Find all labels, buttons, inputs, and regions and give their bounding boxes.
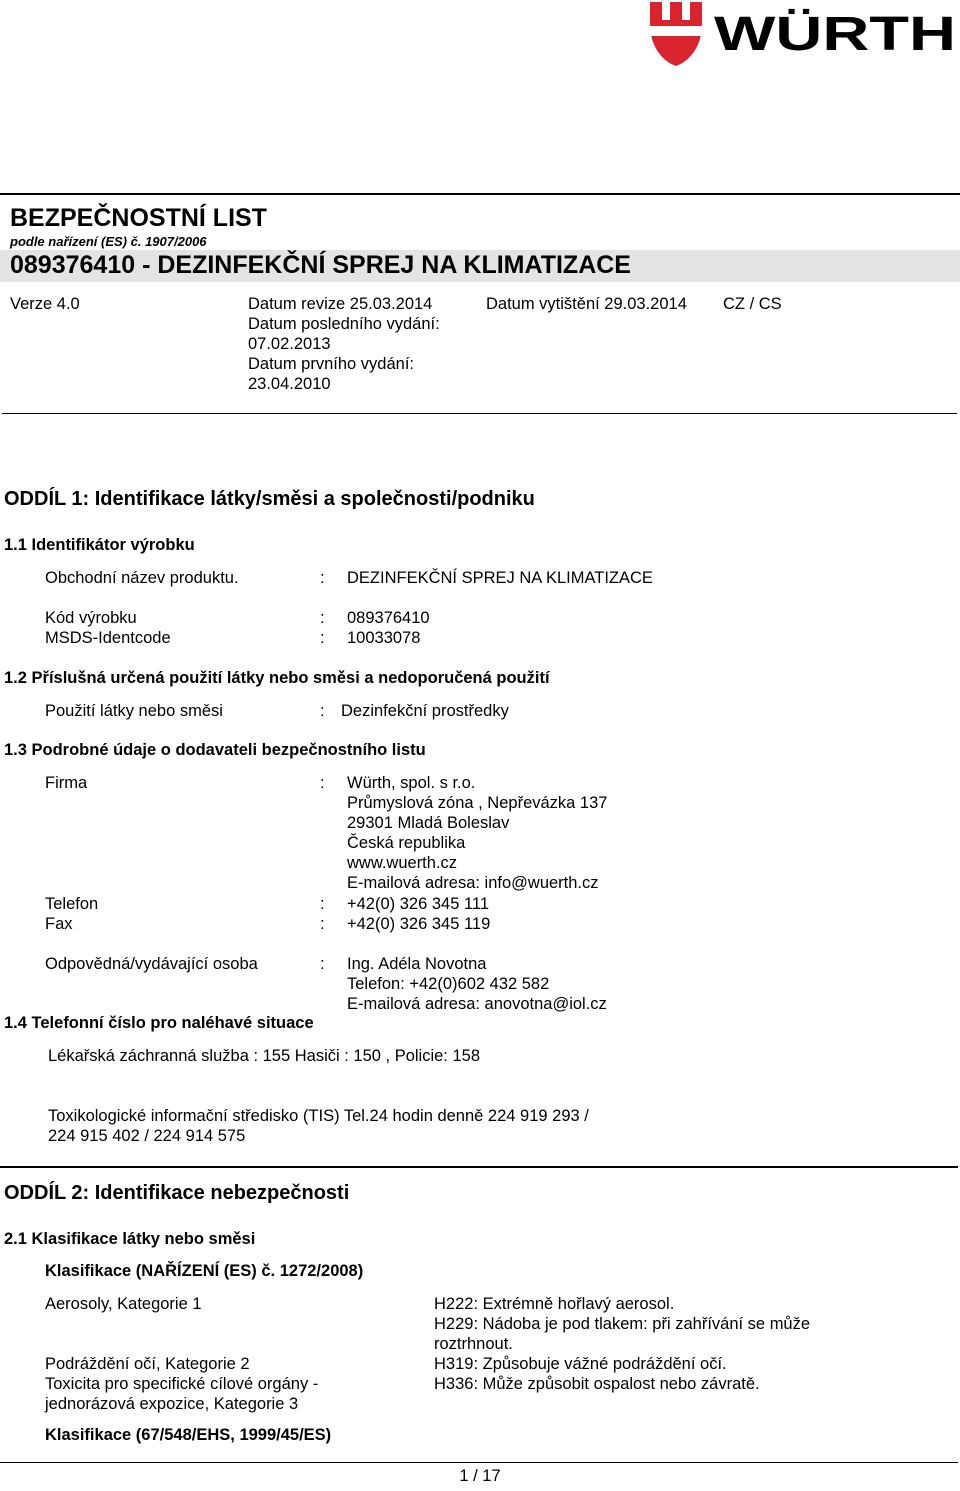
colon: : (320, 774, 325, 792)
document-title: BEZPEČNOSTNÍ LIST (10, 204, 267, 232)
hazard-statement: roztrhnout. (434, 1335, 513, 1353)
colon: : (320, 895, 325, 913)
company-label: Firma (45, 774, 88, 792)
fax-value: +42(0) 326 345 119 (347, 915, 491, 933)
subsection-1-3-heading: 1.3 Podrobné údaje o dodavateli bezpečnostního listu (4, 741, 426, 759)
responsible-line: Ing. Adéla Novotna (347, 955, 487, 973)
section-1-heading: ODDÍL 1: Identifikace látky/směsi a společnosti/podniku (4, 488, 535, 510)
page-number: 1 / 17 (459, 1467, 501, 1485)
company-line: Průmyslová zóna , Nepřevázka 137 (347, 794, 608, 812)
product-code-label: Kód výrobku (45, 609, 137, 627)
classification-item: Aerosoly, Kategorie 1 (45, 1295, 202, 1313)
use-label: Použití látky nebo směsi (45, 702, 223, 720)
colon: : (320, 915, 325, 933)
company-email[interactable]: E-mailová adresa: info@wuerth.cz (347, 874, 599, 892)
first-issue-date: 23.04.2010 (248, 375, 331, 393)
subsection-1-2-heading: 1.2 Příslušná určená použití látky nebo směsi a nedoporučená použití (4, 669, 550, 687)
revision-date: Datum revize 25.03.2014 (248, 295, 433, 313)
colon: : (320, 955, 325, 973)
dsd-heading: Klasifikace (67/548/EHS, 1999/45/ES) (45, 1426, 332, 1444)
colon: : (320, 702, 325, 720)
version: Verze 4.0 (10, 295, 80, 313)
hazard-statement: H229: Nádoba je pod tlakem: při zahřívání se může (434, 1315, 811, 1333)
colon: : (320, 609, 325, 627)
emergency-line: 224 915 402 / 224 914 575 (48, 1127, 246, 1145)
responsible-label: Odpovědná/vydávající osoba (45, 955, 258, 973)
hazard-statement: H319: Způsobuje vážné podráždění očí. (434, 1355, 727, 1373)
last-issue-date: 07.02.2013 (248, 335, 331, 353)
hazard-statement: H222: Extrémně hořlavý aerosol. (434, 1295, 675, 1313)
use-value: Dezinfekční prostředky (341, 702, 509, 720)
fax-label: Fax (45, 915, 73, 933)
subsection-2-1-heading: 2.1 Klasifikace látky nebo směsi (4, 1230, 256, 1248)
company-line: Würth, spol. s r.o. (347, 774, 476, 792)
emergency-line: Toxikologické informační středisko (TIS) Tel.24 hodin denně 224 919 293 / (48, 1107, 589, 1125)
section-2-heading: ODDÍL 2: Identifikace nebezpečnosti (4, 1182, 350, 1204)
product-title: 089376410 - DEZINFEKČNÍ SPREJ NA KLIMATIZACE (10, 251, 631, 279)
last-issue-label: Datum posledního vydání: (248, 315, 440, 333)
trade-name-label: Obchodní název produktu. (45, 569, 239, 587)
company-website[interactable]: www.wuerth.cz (347, 854, 458, 872)
trade-name-value: DEZINFEKČNÍ SPREJ NA KLIMATIZACE (347, 569, 653, 587)
clp-heading: Klasifikace (NAŘÍZENÍ (ES) č. 1272/2008) (45, 1262, 364, 1280)
colon: : (320, 629, 325, 647)
footer-rule (0, 1462, 958, 1463)
wurth-logo (648, 0, 958, 70)
classification-item: Toxicita pro specifické cílové orgány - (45, 1375, 319, 1393)
subsection-1-4-heading: 1.4 Telefonní číslo pro naléhavé situace (4, 1014, 314, 1032)
subsection-1-1-heading: 1.1 Identifikátor výrobku (4, 536, 195, 554)
colon: : (320, 569, 325, 587)
hazard-statement: H336: Může způsobit ospalost nebo závratě. (434, 1375, 760, 1393)
product-code-value: 089376410 (347, 609, 430, 627)
company-line: 29301 Mladá Boleslav (347, 814, 510, 832)
emergency-line: Lékařská záchranná služba : 155 Hasiči : 150 , Policie: 158 (48, 1047, 480, 1065)
msds-value: 10033078 (347, 629, 421, 647)
phone-value: +42(0) 326 345 111 (347, 895, 490, 913)
classification-item: Podráždění očí, Kategorie 2 (45, 1355, 250, 1373)
document-subtitle: podle nařízení (ES) č. 1907/2006 (10, 234, 207, 249)
classification-item: jednorázová expozice, Kategorie 3 (45, 1395, 299, 1413)
phone-label: Telefon (45, 895, 99, 913)
first-issue-label: Datum prvního vydání: (248, 355, 414, 373)
responsible-line: Telefon: +42(0)602 432 582 (347, 975, 550, 993)
section-rule (0, 1166, 958, 1168)
responsible-email[interactable]: E-mailová adresa: anovotna@iol.cz (347, 995, 607, 1013)
msds-label: MSDS-Identcode (45, 629, 171, 647)
wurth-wordmark: WÜRTH (714, 8, 956, 61)
header-rule-bottom (2, 413, 957, 414)
company-line: Česká republika (347, 834, 466, 852)
wurth-emblem-icon (650, 2, 702, 66)
header-rule-top (0, 193, 960, 195)
locale: CZ / CS (723, 295, 782, 313)
print-date: Datum vytištění 29.03.2014 (486, 295, 687, 313)
